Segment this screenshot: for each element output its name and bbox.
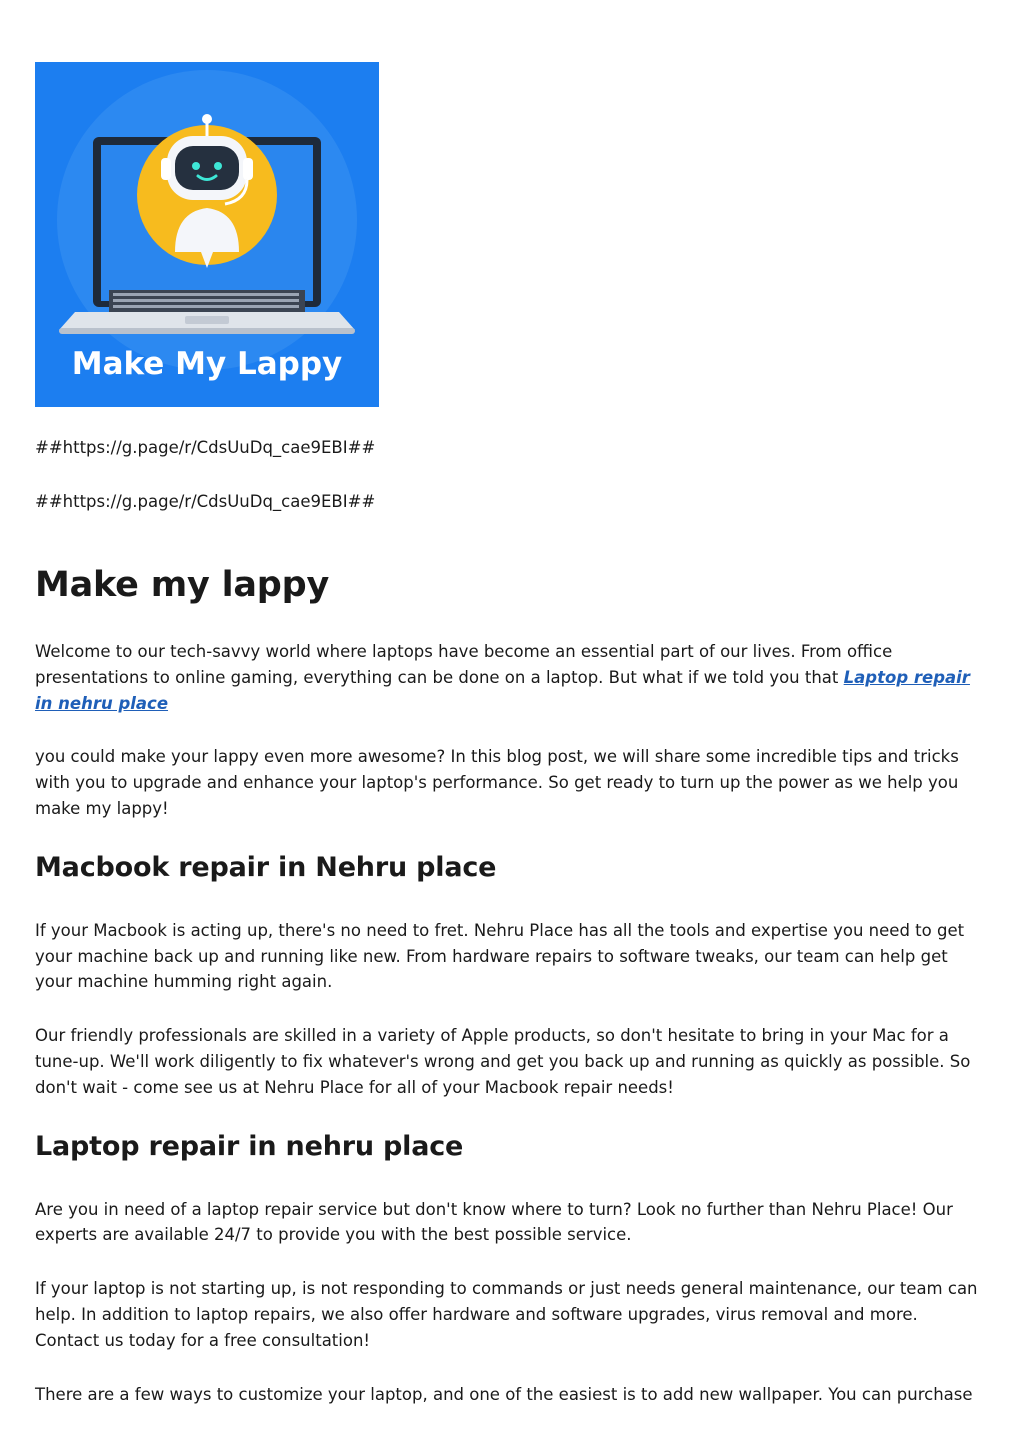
intro-text: Welcome to our tech-savvy world where laptops have become an essential part of our lives. From office presentations to online gaming, everything can be done on a laptop. But what if we told you that: [35, 642, 893, 687]
section-heading-laptop: Laptop repair in nehru place: [35, 1130, 464, 1162]
page-title: Make my lappy: [35, 565, 330, 605]
url-line-1: ##https://g.page/r/CdsUuDq_cae9EBI##: [35, 438, 376, 457]
make-my-lappy-logo: [35, 62, 379, 407]
intro-paragraph: [35, 639, 987, 716]
laptop-paragraph-1: Are you in need of a laptop repair service but don't know where to turn? Look no further than Nehru Place! Our experts are available 24/7 to provide you with the best possible service.: [35, 1199, 953, 1245]
url-line-2: ##https://g.page/r/CdsUuDq_cae9EBI##: [35, 492, 376, 511]
robot-laptop-logo-icon: [35, 62, 379, 407]
macbook-paragraph-2: Our friendly professionals are skilled in a variety of Apple products, so don't hesitate to bring in your Mac for a tune-up. We'll work diligently to fix whatever's wrong and get you back up and running as quickly as possible. So don't wait - come see us at Nehru Place for all of your Macbook repair needs!: [35, 1026, 971, 1097]
laptop-paragraph-3: There are a few ways to customize your laptop, and one of the easiest is to add new wallpaper. You can purchase: [35, 1384, 973, 1404]
macbook-paragraph-1: If your Macbook is acting up, there's no need to fret. Nehru Place has all the tools and expertise you need to get your machine back up and running like new. From hardware repairs to software tweaks, our team can help get your machine humming right again.: [35, 920, 965, 992]
laptop-paragraph-2: If your laptop is not starting up, is not responding to commands or just needs general maintenance, our team can help. In addition to laptop repairs, we also offer hardware and software upgrades, virus removal and more. Contact us today for a free consultation!: [35, 1279, 978, 1350]
laptop-repair-link[interactable]: Laptop repair in nehru place: [35, 667, 970, 713]
section-heading-macbook: Macbook repair in Nehru place: [35, 851, 497, 883]
logo-text: Make My Lappy: [71, 346, 343, 382]
document-page: [35, 62, 987, 1435]
paragraph-2: you could make your lappy even more awesome? In this blog post, we will share some incredible tips and tricks with you to upgrade and enhance your laptop's performance. So get ready to turn up the power as we help you make my lappy!: [35, 747, 959, 818]
